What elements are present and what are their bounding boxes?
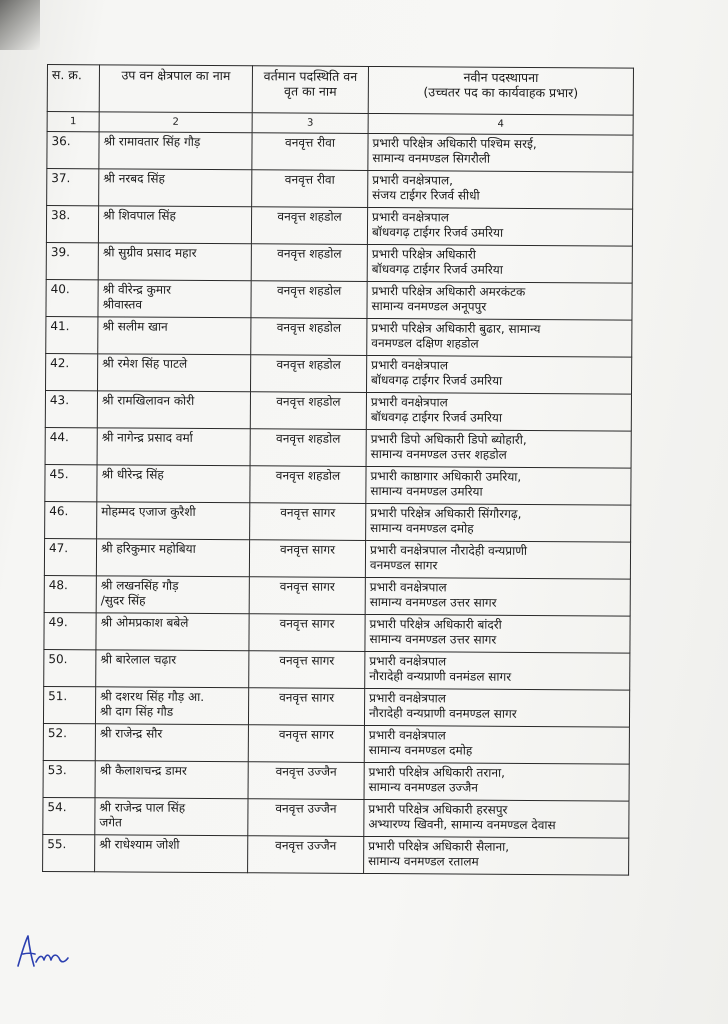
new-posting-line: सामान्य वनमण्डल उत्तर सागर: [369, 594, 497, 610]
new-posting-line: प्रभारी वनक्षेत्रपाल नौरादेही वन्यप्राणी: [369, 542, 528, 558]
row-officer-name: [96, 539, 249, 577]
row-officer-name: [97, 391, 250, 429]
row-officer-name: [95, 798, 248, 836]
new-posting-line: सामान्य वनमण्डल सिगरौली: [372, 150, 491, 166]
column-number: 2: [99, 112, 252, 133]
row-officer-name: [99, 169, 252, 207]
new-posting-line: प्रभारी वनक्षेत्रपाल: [369, 690, 447, 706]
row-new-posting: [364, 725, 629, 764]
header-name: उप वन क्षेत्रपाल का नाम: [99, 65, 252, 113]
row-sno: 44.: [45, 427, 97, 464]
new-posting-line: सामान्य वनमण्डल उज्जैन: [368, 779, 479, 795]
row-forest-circle: वनवृत्त शहडोल: [251, 207, 367, 245]
row-sno: 54.: [43, 797, 95, 834]
row-sno: 52.: [43, 723, 95, 760]
row-officer-name: [98, 354, 251, 392]
new-posting-line: प्रभारी परिक्षेत्र अधिकारी बांदरी: [369, 616, 502, 632]
officer-name-line: श्री वीरेन्द्र कुमार: [102, 282, 172, 297]
row-officer-name: [98, 243, 251, 281]
table-row: [46, 353, 632, 394]
new-posting-line: सामान्य वनमण्डल दमोह: [368, 742, 473, 758]
officer-name-line: श्री राजेन्द्र पाल सिंह: [99, 800, 186, 815]
new-posting-line: प्रभारी डिपो अधिकारी डिपो ब्योहारी,: [370, 431, 527, 447]
row-new-posting: [364, 762, 629, 801]
row-forest-circle: वनवृत्त सागर: [248, 688, 364, 726]
new-posting-line: प्रभारी वनक्षेत्रपाल: [370, 394, 448, 410]
header-sno: स. क्र.: [47, 65, 99, 112]
row-new-posting: [366, 429, 631, 468]
new-posting-line: नौरादेही वन्यप्राणी वनमण्डल सागर: [368, 705, 517, 721]
table-row: [46, 242, 632, 283]
new-posting-line: प्रभारी वनक्षेत्रपाल: [372, 209, 449, 225]
row-forest-circle: वनवृत्त सागर: [249, 577, 365, 615]
officer-name-line: श्री ओमप्रकाश बबेले: [100, 615, 189, 630]
row-forest-circle: वनवृत्त सागर: [248, 725, 364, 763]
table-header-row: [47, 65, 633, 116]
row-sno: 50.: [44, 649, 96, 686]
header-new-posting: [368, 66, 633, 115]
new-posting-line: प्रभारी वनक्षेत्रपाल,: [372, 172, 453, 188]
row-sno: 49.: [44, 612, 96, 649]
column-number: 3: [252, 113, 368, 134]
row-officer-name: [95, 761, 248, 799]
new-posting-line: प्रभारी वनक्षेत्रपाल: [369, 579, 447, 595]
table-row: [46, 279, 632, 320]
row-new-posting: [364, 799, 629, 838]
row-officer-name: [98, 280, 251, 318]
column-number: 1: [47, 112, 99, 132]
table-row: [43, 686, 629, 727]
new-posting-line: प्रभारी काष्ठागार अधिकारी उमरिया,: [370, 468, 522, 484]
officer-name-line: श्री रमेश सिंह पाटले: [102, 356, 188, 371]
table-row: [43, 834, 629, 875]
table-body: [43, 132, 634, 876]
row-sno: 46.: [45, 501, 97, 538]
new-posting-line: प्रभारी वनक्षेत्रपाल: [371, 357, 449, 373]
row-new-posting: [368, 133, 633, 172]
row-sno: 55.: [43, 834, 95, 871]
new-posting-line: बॉधवगढ़ टाईगर रिजर्व उमरिया: [371, 261, 503, 277]
row-new-posting: [365, 614, 630, 653]
officer-name-line: श्रीवास्तव: [102, 297, 143, 312]
table-row: [43, 760, 629, 801]
row-forest-circle: वनवृत्त शहडोल: [250, 392, 366, 430]
officer-name-line: श्री सलीम खान: [102, 319, 168, 334]
row-forest-circle: वनवृत्त सागर: [249, 614, 365, 652]
row-new-posting: [365, 540, 630, 579]
table-row: [46, 206, 632, 247]
row-new-posting: [366, 466, 631, 505]
officer-name-line: श्री राधेश्याम जोशी: [99, 837, 180, 852]
column-number: 4: [368, 113, 633, 135]
new-posting-line: प्रभारी परिक्षेत्र अधिकारी: [371, 246, 476, 262]
row-new-posting: [366, 392, 631, 431]
row-forest-circle: वनवृत्त सागर: [249, 540, 365, 578]
row-sno: 41.: [46, 316, 98, 353]
row-officer-name: [99, 132, 252, 170]
row-forest-circle: वनवृत्त शहडोल: [250, 466, 366, 504]
row-new-posting: [366, 503, 631, 542]
new-posting-line: संजय टाईगर रिजर्व सीधी: [372, 187, 480, 203]
row-new-posting: [364, 836, 629, 875]
row-new-posting: [367, 244, 632, 283]
officer-name-line: श्री धीरेन्द्र सिंह: [101, 467, 164, 482]
officer-name-line: /सुदर सिंह: [100, 593, 146, 608]
table-row: [44, 649, 630, 690]
officer-name-line: श्री रामखिलावन कोरी: [101, 393, 195, 408]
officer-name-line: मोहम्मद एजाज कुरैशी: [101, 504, 196, 519]
row-sno: 51.: [43, 686, 95, 723]
table-row: [43, 797, 629, 838]
row-forest-circle: वनवृत्त शहडोल: [250, 429, 366, 467]
new-posting-line: बॉधवगढ़ टाईगर रिजर्व उमरिया: [370, 409, 502, 425]
row-officer-name: [96, 613, 249, 651]
row-officer-name: [95, 835, 248, 873]
row-forest-circle: वनवृत्त सागर: [250, 503, 366, 541]
table-row: [45, 427, 631, 468]
new-posting-line: सामान्य वनमण्डल उत्तर शहडोल: [370, 446, 507, 462]
new-posting-line: प्रभारी वनक्षेत्रपाल: [368, 727, 446, 743]
officer-name-line: श्री कैलाशचन्द्र डामर: [99, 763, 187, 778]
new-posting-line: प्रभारी परिक्षेत्र अधिकारी बुढार, सामान्य: [371, 320, 541, 337]
table-row: [45, 390, 631, 431]
row-forest-circle: वनवृत्त शहडोल: [251, 318, 367, 356]
officer-name-line: श्री नागेन्द्र प्रसाद वर्मा: [101, 430, 193, 445]
new-posting-line: सामान्य वनमण्डल दमोह: [370, 520, 474, 536]
officer-name-line: जगेत: [99, 815, 122, 830]
table-row: [45, 501, 631, 542]
new-posting-line: बॉधवगढ़ टाईगर रिजर्व उमरिया: [371, 224, 504, 240]
row-officer-name: [95, 724, 248, 762]
row-officer-name: [95, 687, 248, 725]
row-sno: 39.: [46, 242, 98, 279]
row-forest-circle: वनवृत्त उज्जैन: [248, 836, 364, 874]
row-forest-circle: वनवृत्त शहडोल: [251, 281, 367, 319]
row-sno: 38.: [46, 206, 98, 243]
row-forest-circle: वनवृत्त रीवा: [252, 170, 368, 208]
new-posting-line: प्रभारी परिक्षेत्र अधिकारी सैलाना,: [368, 838, 510, 854]
new-posting-line: प्रभारी परिक्षेत्र अधिकारी हरसपुर: [368, 801, 508, 817]
new-posting-line: प्रभारी परिक्षेत्र अधिकारी सिंगौरगढ़,: [370, 505, 522, 521]
new-posting-line: वनमण्डल दक्षिण शहडोल: [371, 335, 479, 351]
officer-name-line: श्री दाग सिंह गौड: [100, 704, 174, 719]
officer-name-line: श्री शिवपाल सिंह: [103, 208, 176, 223]
new-posting-line: सामान्य वनमण्डल उत्तर सागर: [369, 631, 497, 647]
new-posting-line: नौरादेही वन्यप्राणी वनमंडल सागर: [369, 668, 512, 684]
row-sno: 37.: [47, 169, 99, 206]
officer-name-line: श्री हरिकुमार महोबिया: [100, 541, 196, 556]
row-sno: 53.: [43, 760, 95, 797]
officer-name-line: श्री रामावतार सिंह गौड़: [103, 134, 201, 149]
new-posting-line: प्रभारी परिक्षेत्र अधिकारी पश्चिम सरई,: [372, 135, 537, 151]
table-row: [47, 169, 633, 210]
table-row: [45, 464, 631, 505]
new-posting-line: प्रभारी परिक्षेत्र अधिकारी तराना,: [368, 764, 506, 780]
officer-name-line: श्री राजेन्द्र सौर: [99, 726, 163, 741]
row-new-posting: [366, 355, 631, 394]
row-officer-name: [98, 206, 251, 244]
table-row: [47, 132, 633, 173]
row-officer-name: [96, 576, 249, 614]
new-posting-line: बॉधवगढ़ टाईगर रिजर्व उमरिया: [371, 372, 503, 388]
table-row: [44, 575, 630, 616]
row-forest-circle: वनवृत्त सागर: [249, 651, 365, 689]
row-officer-name: [98, 317, 251, 355]
posting-table: [42, 64, 634, 876]
officer-name-line: श्री दशरथ सिंह गौड़ आ.: [100, 689, 205, 704]
row-officer-name: [97, 502, 250, 540]
header-new-posting-title: नवीन पदस्थापना: [463, 69, 539, 86]
header-new-posting-subtitle: (उच्चतर पद का कार्यवाहक प्रभार): [423, 84, 579, 101]
table-row: [43, 723, 629, 764]
officer-name-line: श्री लखनसिंह गौड़: [100, 578, 179, 593]
new-posting-line: सामान्य वनमण्डल उमरिया: [370, 483, 483, 499]
row-new-posting: [367, 207, 632, 246]
row-forest-circle: वनवृत्त शहडोल: [251, 355, 367, 393]
header-current-posting: वर्तमान पदस्थिति वन वृत का नाम: [252, 66, 368, 114]
new-posting-line: वनमण्डल सागर: [369, 557, 438, 573]
row-new-posting: [367, 318, 632, 357]
row-new-posting: [365, 577, 630, 616]
row-new-posting: [365, 651, 630, 690]
row-sno: 43.: [45, 390, 97, 427]
table-row: [46, 316, 632, 357]
new-posting-line: प्रभारी परिक्षेत्र अधिकारी अमरकंटक: [371, 283, 526, 299]
row-sno: 47.: [44, 538, 96, 575]
officer-name-line: श्री बारेलाल चढ़ार: [100, 652, 177, 667]
table-row: [44, 538, 630, 579]
row-sno: 42.: [46, 353, 98, 390]
row-officer-name: [97, 428, 250, 466]
officer-name-line: श्री नरबद सिंह: [103, 171, 165, 186]
row-forest-circle: वनवृत्त रीवा: [252, 133, 368, 171]
page-corner-shadow: [0, 0, 40, 50]
row-new-posting: [368, 170, 633, 209]
new-posting-line: अभ्यारण्य खिवनी, सामान्य वनमण्डल देवास: [368, 816, 556, 833]
row-new-posting: [364, 688, 629, 727]
row-forest-circle: वनवृत्त शहडोल: [251, 244, 367, 282]
new-posting-line: सामान्य वनमण्डल अनूपपुर: [371, 298, 487, 314]
row-sno: 40.: [46, 279, 98, 316]
row-officer-name: [97, 465, 250, 503]
officer-name-line: श्री सुग्रीव प्रसाद महार: [102, 245, 197, 260]
new-posting-line: सामान्य वनमण्डल रतालम: [368, 853, 479, 869]
row-forest-circle: वनवृत्त उज्जैन: [248, 762, 364, 800]
row-new-posting: [367, 281, 632, 320]
table-row: [44, 612, 630, 653]
row-sno: 48.: [44, 575, 96, 612]
row-sno: 36.: [47, 132, 99, 169]
handwritten-signature: [14, 932, 70, 972]
row-officer-name: [96, 650, 249, 688]
new-posting-line: प्रभारी वनक्षेत्रपाल: [369, 653, 447, 669]
row-forest-circle: वनवृत्त उज्जैन: [248, 799, 364, 837]
row-sno: 45.: [45, 464, 97, 501]
